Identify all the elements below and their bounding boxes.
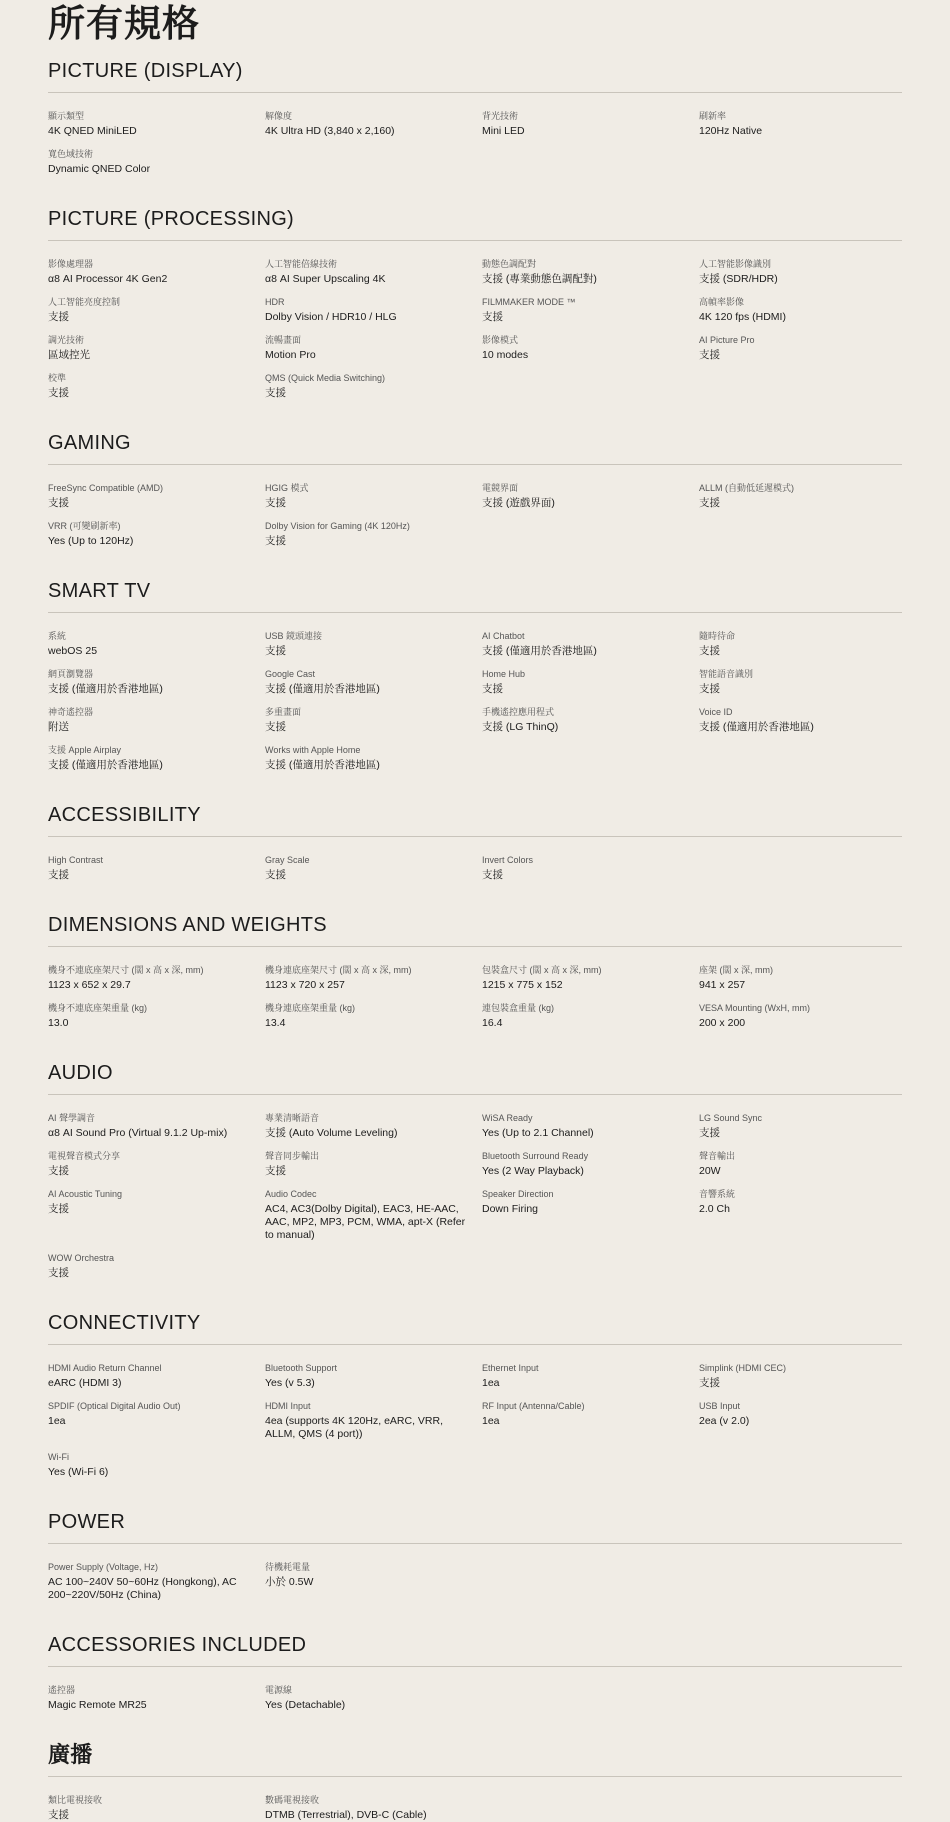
- spec-item: [265, 1794, 482, 1822]
- spec-item: [482, 854, 699, 882]
- section-spacer: [48, 1602, 902, 1632]
- spec-value: Down Firing: [482, 1203, 539, 1215]
- spec-item: [48, 482, 265, 510]
- spec-label: ALLM (自動低延遲模式): [699, 483, 795, 493]
- spec-value: 支援: [699, 1377, 720, 1389]
- spec-value: 1215 x 775 x 152: [482, 979, 563, 991]
- spec-value: 支援 (Auto Volume Leveling): [265, 1127, 398, 1139]
- spec-label: 高幀率影像: [699, 297, 745, 307]
- spec-item: [699, 668, 902, 696]
- spec-item: [48, 1684, 265, 1712]
- spec-label: Gray Scale: [265, 855, 310, 865]
- spec-value: α8 AI Processor 4K Gen2: [48, 273, 168, 285]
- spec-item: [265, 258, 482, 286]
- spec-label: 背光技術: [482, 111, 519, 121]
- spec-value: Motion Pro: [265, 349, 316, 361]
- spec-value: α8 AI Super Upscaling 4K: [265, 273, 386, 285]
- spec-grid: [48, 1095, 902, 1280]
- spec-grid: [48, 613, 902, 772]
- spec-grid: [48, 1777, 902, 1822]
- spec-value: 支援: [699, 645, 720, 657]
- section-title: AUDIO: [48, 1060, 902, 1095]
- spec-item: [48, 148, 265, 176]
- spec-item: [265, 520, 482, 548]
- spec-item: [48, 520, 265, 548]
- spec-section: [48, 400, 902, 548]
- spec-value: 支援: [48, 1267, 69, 1279]
- spec-label: 機身連底座架尺寸 (闊 x 高 x 深, mm): [265, 965, 412, 975]
- spec-label: Invert Colors: [482, 855, 534, 865]
- spec-item: [48, 1188, 265, 1242]
- spec-item: [48, 1112, 265, 1140]
- spec-value: Yes (v 5.3): [265, 1377, 315, 1389]
- spec-section: [48, 548, 902, 772]
- spec-label: AI Acoustic Tuning: [48, 1189, 123, 1199]
- spec-label: High Contrast: [48, 855, 104, 865]
- spec-item: [482, 1112, 699, 1140]
- spec-label: 動態色調配對: [482, 259, 537, 269]
- spec-label: 智能語音識別: [699, 669, 754, 679]
- spec-item: [48, 1150, 265, 1178]
- spec-value: 4ea (supports 4K 120Hz, eARC, VRR, ALLM, QMS (4 port)): [265, 1415, 443, 1440]
- spec-grid: [48, 465, 902, 548]
- spec-value: 支援: [265, 1165, 286, 1177]
- spec-value: 支援 (僅適用於香港地區): [48, 759, 163, 771]
- spec-label: USB Input: [699, 1401, 741, 1411]
- spec-label: 聲音輸出: [699, 1151, 736, 1161]
- section-spacer: [48, 50, 902, 58]
- spec-item: [48, 706, 265, 734]
- spec-value: 13.4: [265, 1017, 286, 1029]
- spec-label: 包裝盒尺寸 (闊 x 高 x 深, mm): [482, 965, 602, 975]
- spec-value: 941 x 257: [699, 979, 746, 991]
- section-spacer: [48, 1280, 902, 1310]
- spec-value: 支援: [699, 497, 720, 509]
- spec-label: HGIG 模式: [265, 483, 309, 493]
- spec-label: 專業清晰語音: [265, 1113, 320, 1123]
- spec-section: [48, 1280, 902, 1479]
- spec-label: 電源線: [265, 1685, 293, 1695]
- spec-label: USB 鏡頭連接: [265, 631, 323, 641]
- spec-value: 1ea: [482, 1415, 500, 1427]
- spec-item: [48, 1362, 265, 1390]
- spec-label: Voice ID: [699, 707, 733, 717]
- spec-item: [699, 1188, 902, 1242]
- spec-item: [48, 1400, 265, 1441]
- spec-sections: [48, 50, 902, 1822]
- spec-value: 120Hz Native: [699, 125, 763, 137]
- spec-item: [699, 482, 902, 510]
- spec-label: 刷新率: [699, 111, 727, 121]
- spec-section: [48, 50, 902, 176]
- spec-section: [48, 882, 902, 1030]
- spec-value: 支援: [265, 721, 286, 733]
- spec-item: [48, 1451, 265, 1479]
- spec-label: 人工智能影像識別: [699, 259, 772, 269]
- spec-label: HDMI Audio Return Channel: [48, 1363, 162, 1373]
- spec-label: 機身不連底座架尺寸 (闊 x 高 x 深, mm): [48, 965, 204, 975]
- spec-item: [482, 1150, 699, 1178]
- spec-label: Ethernet Input: [482, 1363, 539, 1373]
- page-title: 所有規格: [48, 3, 200, 44]
- spec-item: [265, 372, 482, 400]
- spec-value: 支援: [265, 869, 286, 881]
- section-title: POWER: [48, 1509, 902, 1544]
- spec-value: Magic Remote MR25: [48, 1699, 147, 1711]
- spec-value: webOS 25: [48, 645, 98, 657]
- section-spacer: [48, 1479, 902, 1509]
- spec-label: 待機耗電量: [265, 1562, 311, 1572]
- spec-item: [482, 706, 699, 734]
- spec-value: 支援: [48, 1203, 69, 1215]
- spec-value: 附送: [48, 721, 69, 733]
- spec-value: 支援: [265, 535, 286, 547]
- section-spacer: [48, 1030, 902, 1060]
- spec-section: [48, 176, 902, 400]
- spec-value: 支援 (僅適用於香港地區): [265, 683, 380, 695]
- spec-label: AI Chatbot: [482, 631, 525, 641]
- spec-value: 支援 (SDR/HDR): [699, 273, 778, 285]
- spec-item: [482, 258, 699, 286]
- spec-label: 校準: [48, 373, 67, 383]
- spec-value: 4K Ultra HD (3,840 x 2,160): [265, 125, 395, 137]
- spec-value: Mini LED: [482, 125, 525, 137]
- spec-label: HDR: [265, 297, 285, 307]
- spec-label: Bluetooth Surround Ready: [482, 1151, 589, 1161]
- spec-value: 支援: [265, 497, 286, 509]
- spec-item: [482, 334, 699, 362]
- spec-item: [265, 630, 482, 658]
- spec-item: [48, 854, 265, 882]
- spec-label: VRR (可變刷新率): [48, 521, 121, 531]
- spec-item: [265, 1400, 482, 1441]
- spec-label: Audio Codec: [265, 1189, 317, 1199]
- spec-label: Dolby Vision for Gaming (4K 120Hz): [265, 521, 410, 531]
- spec-item: [48, 1794, 265, 1822]
- spec-item: [482, 296, 699, 324]
- spec-item: [482, 1188, 699, 1242]
- spec-label: 影像模式: [482, 335, 519, 345]
- spec-value: 支援: [48, 497, 69, 509]
- spec-label: Google Cast: [265, 669, 316, 679]
- spec-section: [48, 1602, 902, 1712]
- spec-value: 支援 (僅適用於香港地區): [699, 721, 814, 733]
- spec-label: QMS (Quick Media Switching): [265, 373, 386, 383]
- spec-label: 數碼電視接收: [265, 1795, 320, 1805]
- spec-item: [48, 1252, 265, 1280]
- spec-item: [482, 630, 699, 658]
- spec-label: Speaker Direction: [482, 1189, 554, 1199]
- spec-value: 4K QNED MiniLED: [48, 125, 137, 137]
- spec-value: 支援: [482, 311, 503, 323]
- section-title: CONNECTIVITY: [48, 1310, 902, 1345]
- spec-value: 支援: [48, 387, 69, 399]
- spec-value: DTMB (Terrestrial), DVB-C (Cable): [265, 1809, 427, 1821]
- section-title: ACCESSIBILITY: [48, 802, 902, 837]
- spec-value: 支援: [699, 683, 720, 695]
- spec-item: [48, 110, 265, 138]
- spec-item: [699, 706, 902, 734]
- spec-section: [48, 772, 902, 882]
- spec-item: [48, 334, 265, 362]
- spec-grid: [48, 1345, 902, 1479]
- spec-value: 1123 x 652 x 29.7: [48, 979, 131, 991]
- spec-item: [699, 1002, 902, 1030]
- spec-value: 支援 (僅適用於香港地區): [265, 759, 380, 771]
- spec-item: [48, 258, 265, 286]
- spec-item: [699, 630, 902, 658]
- spec-label: 電競界面: [482, 483, 519, 493]
- spec-value: 13.0: [48, 1017, 69, 1029]
- spec-item: [265, 1561, 482, 1602]
- spec-label: FILMMAKER MODE ™: [482, 297, 576, 307]
- spec-item: [265, 668, 482, 696]
- spec-value: 支援 (專業動態色調配對): [482, 273, 597, 285]
- section-title: SMART TV: [48, 578, 902, 613]
- spec-label: 多重畫面: [265, 707, 302, 717]
- spec-item: [699, 1362, 902, 1390]
- spec-value: eARC (HDMI 3): [48, 1377, 122, 1389]
- spec-label: 顯示類型: [48, 111, 85, 121]
- spec-value: 1ea: [48, 1415, 66, 1427]
- spec-value: 支援: [265, 387, 286, 399]
- spec-label: RF Input (Antenna/Cable): [482, 1401, 585, 1411]
- spec-label: Wi-Fi: [48, 1452, 69, 1462]
- spec-value: 1123 x 720 x 257: [265, 979, 345, 991]
- spec-section: [48, 1712, 902, 1822]
- spec-label: WiSA Ready: [482, 1113, 533, 1123]
- section-spacer: [48, 882, 902, 912]
- spec-item: [482, 964, 699, 992]
- spec-value: 支援: [699, 349, 720, 361]
- spec-item: [48, 372, 265, 400]
- section-title: 廣播: [48, 1742, 902, 1777]
- spec-label: Bluetooth Support: [265, 1363, 338, 1373]
- spec-value: 1ea: [482, 1377, 500, 1389]
- spec-label: 人工智能倍線技術: [265, 259, 338, 269]
- spec-item: [482, 110, 699, 138]
- spec-label: Home Hub: [482, 669, 526, 679]
- spec-label: 解像度: [265, 111, 293, 121]
- spec-value: 小於 0.5W: [265, 1576, 314, 1588]
- spec-item: [482, 482, 699, 510]
- spec-item: [699, 1112, 902, 1140]
- spec-value: 支援: [48, 869, 69, 881]
- spec-item: [699, 964, 902, 992]
- spec-value: 區域控光: [48, 349, 90, 361]
- spec-label: Power Supply (Voltage, Hz): [48, 1562, 159, 1572]
- spec-value: 16.4: [482, 1017, 503, 1029]
- spec-grid: [48, 93, 902, 176]
- section-spacer: [48, 176, 902, 206]
- spec-item: [265, 744, 482, 772]
- spec-value: 支援: [48, 1165, 69, 1177]
- spec-value: 4K 120 fps (HDMI): [699, 311, 786, 323]
- spec-grid: [48, 837, 902, 882]
- spec-label: 手機遙控應用程式: [482, 707, 555, 717]
- spec-item: [48, 630, 265, 658]
- spec-item: [699, 296, 902, 324]
- spec-item: [699, 1400, 902, 1441]
- spec-value: Dolby Vision / HDR10 / HLG: [265, 311, 397, 323]
- spec-item: [699, 334, 902, 362]
- spec-label: 影像處理器: [48, 259, 94, 269]
- spec-item: [265, 1150, 482, 1178]
- spec-value: Yes (Up to 2.1 Channel): [482, 1127, 594, 1139]
- spec-item: [48, 1561, 265, 1602]
- spec-section: [48, 1479, 902, 1602]
- spec-item: [265, 964, 482, 992]
- spec-value: 支援 (僅適用於香港地區): [482, 645, 597, 657]
- spec-item: [265, 1002, 482, 1030]
- section-spacer: [48, 1712, 902, 1742]
- spec-label: Works with Apple Home: [265, 745, 361, 755]
- spec-item: [482, 1362, 699, 1390]
- spec-label: 系統: [48, 631, 67, 641]
- spec-value: Yes (Wi-Fi 6): [48, 1466, 109, 1478]
- spec-item: [48, 1002, 265, 1030]
- section-title: DIMENSIONS AND WEIGHTS: [48, 912, 902, 947]
- spec-value: 支援: [482, 683, 503, 695]
- spec-item: [482, 1400, 699, 1441]
- section-title: ACCESSORIES INCLUDED: [48, 1632, 902, 1667]
- spec-label: 聲音同步輸出: [265, 1151, 320, 1161]
- section-title: GAMING: [48, 430, 902, 465]
- spec-item: [48, 668, 265, 696]
- spec-value: 支援: [48, 1809, 69, 1821]
- spec-value: AC 100~240V 50~60Hz (Hongkong), AC 200~220V/50Hz (China): [48, 1576, 237, 1601]
- spec-value: α8 AI Sound Pro (Virtual 9.1.2 Up-mix): [48, 1127, 228, 1139]
- spec-grid: [48, 1667, 902, 1712]
- spec-grid: [48, 241, 902, 400]
- spec-label: 支援 Apple Airplay: [48, 745, 122, 755]
- spec-label: LG Sound Sync: [699, 1113, 763, 1123]
- spec-item: [265, 1188, 482, 1242]
- section-spacer: [48, 400, 902, 430]
- spec-label: 隨時待命: [699, 631, 736, 641]
- spec-section: [48, 1030, 902, 1280]
- spec-item: [265, 110, 482, 138]
- spec-label: Simplink (HDMI CEC): [699, 1363, 787, 1373]
- spec-grid: [48, 1544, 902, 1602]
- spec-item: [265, 296, 482, 324]
- spec-item: [265, 334, 482, 362]
- spec-value: 支援 (遊戲界面): [482, 497, 555, 509]
- spec-label: 人工智能亮度控制: [48, 297, 121, 307]
- spec-value: 支援 (LG ThinQ): [482, 721, 559, 733]
- spec-label: AI Picture Pro: [699, 335, 755, 345]
- spec-item: [482, 1002, 699, 1030]
- spec-item: [48, 964, 265, 992]
- spec-label: WOW Orchestra: [48, 1253, 115, 1263]
- section-title: PICTURE (PROCESSING): [48, 206, 902, 241]
- section-spacer: [48, 548, 902, 578]
- spec-value: 2.0 Ch: [699, 1203, 730, 1215]
- spec-value: 2ea (v 2.0): [699, 1415, 750, 1427]
- spec-label: FreeSync Compatible (AMD): [48, 483, 164, 493]
- spec-label: HDMI Input: [265, 1401, 311, 1411]
- spec-value: Yes (2 Way Playback): [482, 1165, 584, 1177]
- spec-label: 調光技術: [48, 335, 85, 345]
- spec-item: [265, 1684, 482, 1712]
- spec-value: AC4, AC3(Dolby Digital), EAC3, HE-AAC, AAC, MP2, MP3, PCM, WMA, apt-X (Refer to manual): [265, 1203, 466, 1241]
- spec-item: [699, 258, 902, 286]
- spec-label: 網頁瀏覽器: [48, 669, 94, 679]
- spec-value: 支援: [265, 645, 286, 657]
- spec-value: 支援 (僅適用於香港地區): [48, 683, 163, 695]
- spec-item: [265, 1112, 482, 1140]
- spec-value: 支援: [482, 869, 503, 881]
- spec-item: [482, 668, 699, 696]
- spec-value: 支援: [48, 311, 69, 323]
- spec-value: 10 modes: [482, 349, 529, 361]
- spec-label: SPDIF (Optical Digital Audio Out): [48, 1401, 181, 1411]
- spec-value: 支援: [699, 1127, 720, 1139]
- spec-label: 電視聲音模式分享: [48, 1151, 121, 1161]
- spec-value: Yes (Up to 120Hz): [48, 535, 134, 547]
- spec-grid: [48, 947, 902, 1030]
- spec-value: 200 x 200: [699, 1017, 746, 1029]
- spec-item: [265, 482, 482, 510]
- spec-item: [48, 296, 265, 324]
- spec-label: 神奇遙控器: [48, 707, 94, 717]
- spec-label: 寬色域技術: [48, 149, 94, 159]
- spec-item: [48, 744, 265, 772]
- spec-item: [265, 854, 482, 882]
- spec-label: 座架 (闊 x 深, mm): [699, 965, 773, 975]
- spec-label: AI 聲學調音: [48, 1113, 96, 1123]
- spec-label: 機身連底座架重量 (kg): [265, 1003, 356, 1013]
- spec-item: [699, 1150, 902, 1178]
- spec-item: [265, 1362, 482, 1390]
- spec-label: VESA Mounting (WxH, mm): [699, 1003, 811, 1013]
- spec-value: Dynamic QNED Color: [48, 163, 151, 175]
- spec-label: 類比電視接收: [48, 1795, 103, 1805]
- spec-label: 機身不連底座架重量 (kg): [48, 1003, 148, 1013]
- spec-label: 遙控器: [48, 1685, 76, 1695]
- spec-value: 20W: [699, 1165, 721, 1177]
- spec-label: 音響系統: [699, 1189, 736, 1199]
- spec-label: 流暢畫面: [265, 335, 302, 345]
- spec-value: Yes (Detachable): [265, 1699, 346, 1711]
- spec-item: [699, 110, 902, 138]
- spec-label: 連包裝盒重量 (kg): [482, 1003, 555, 1013]
- section-title: PICTURE (DISPLAY): [48, 58, 902, 93]
- section-spacer: [48, 772, 902, 802]
- spec-item: [265, 706, 482, 734]
